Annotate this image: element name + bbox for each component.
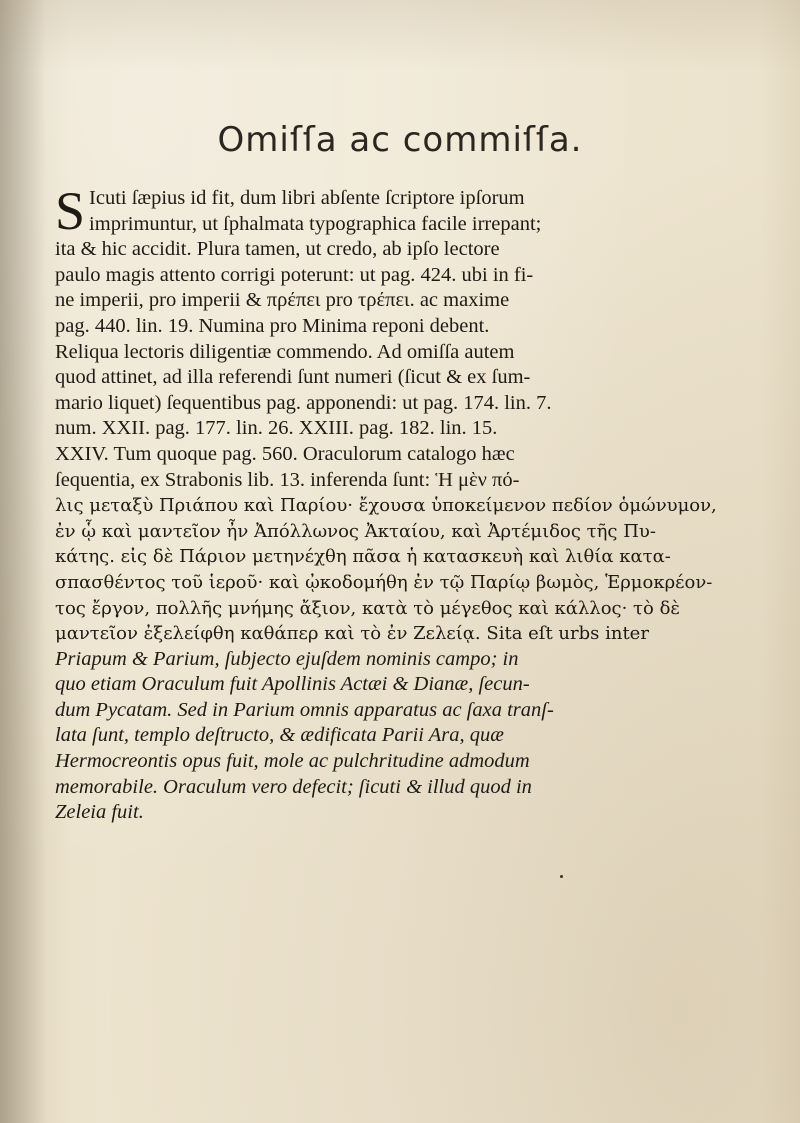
greek-text-line: μαντεῖον ἐξελείφθη καθάπερ καὶ τὸ ἐν Ζελείᾳ. Sita eſt urbs inter <box>55 623 649 645</box>
text-line: ita & hic accidit. Plura tamen, ut credo, ab ipſo lectore <box>55 238 500 261</box>
errata-paragraph <box>55 181 785 826</box>
drop-cap: S <box>55 181 86 241</box>
text-line: num. XXII. pag. 177. lin. 26. XXIII. pag. 182. lin. 15. <box>55 417 498 440</box>
greek-text-line: κάτης. εἰς δὲ Πάριον μετηνέχθη πᾶσα ἡ κατασκευὴ καὶ λιθία κατα- <box>55 546 671 568</box>
text-line: pag. 440. lin. 19. Numina pro Minima reponi debent. <box>55 314 490 337</box>
text-line: Reliqua lectoris diligentiæ commendo. Ad omiſſa autem <box>55 340 515 363</box>
greek-text-line: λις μεταξὺ Πριάπου καὶ Παρίου· ἔχουσα ὑποκείμενον πεδίον ὁμώνυμον, <box>55 495 717 517</box>
text-line: ſequentia, ex Strabonis lib. 13. inferenda ſunt: Ἡ μὲν πό- <box>55 468 520 491</box>
text-line: imprimuntur, ut ſphalmata typographica facile irrepant; <box>89 212 542 235</box>
text-line: ne imperii, pro imperii & πρέπει pro τρέπει. ac maxime <box>55 289 510 312</box>
text-line: paulo magis attento corrigi poterunt: ut pag. 424. ubi in fi- <box>55 263 534 286</box>
italic-text-line: Zeleia fuit. <box>55 801 144 824</box>
text-line: quod attinet, ad illa referendi ſunt numeri (ſicut & ex ſum- <box>55 366 531 389</box>
italic-text-line: quo etiam Oraculum fuit Apollinis Actæi & Dianæ, ſecun- <box>55 673 530 696</box>
italic-text-line: Priapum & Parium, ſubjecto ejuſdem nominis campo; in <box>55 647 519 670</box>
italic-text-line: dum Pycatam. Sed in Parium omnis apparatus ac ſaxa tranſ- <box>55 698 554 721</box>
text-line: mario liquet) ſequentibus pag. apponendi: ut pag. 174. lin. 7. <box>55 391 552 414</box>
italic-text-line: Hermocreontis opus fuit, mole ac pulchritudine admodum <box>55 750 530 773</box>
greek-text-line: τος ἔργον, πολλῆς μνήμης ἄξιον, κατὰ τὸ μέγεθος καὶ κάλλος· τὸ δὲ <box>55 597 681 619</box>
ink-speck <box>560 875 563 878</box>
italic-text-line: memorabile. Oraculum vero defecit; ſicuti & illud quod in <box>55 775 532 798</box>
text-line: XXIV. Tum quoque pag. 560. Oraculorum catalogo hæc <box>55 442 515 465</box>
greek-text-line: ἐν ᾧ καὶ μαντεῖον ἦν Ἀπόλλωνος Ἀκταίου, καὶ Ἀρτέμιδος τῆς Πυ- <box>55 520 656 542</box>
paper-wear <box>0 0 800 70</box>
page-title: Omiſſa ac commiſſa. <box>217 120 583 160</box>
text-line: Icuti ſæpius id fit, dum libri abſente ſcriptore ipſorum <box>89 187 525 209</box>
binding-shadow <box>0 0 46 1123</box>
italic-text-line: lata ſunt, templo deſtructo, & ædificata Parii Ara, quæ <box>55 724 504 747</box>
greek-text-line: σπασθέντος τοῦ ἱεροῦ· καὶ ᾠκοδομήθη ἐν τῷ Παρίῳ βωμὸς, Ἑρμοκρέον- <box>55 571 713 593</box>
